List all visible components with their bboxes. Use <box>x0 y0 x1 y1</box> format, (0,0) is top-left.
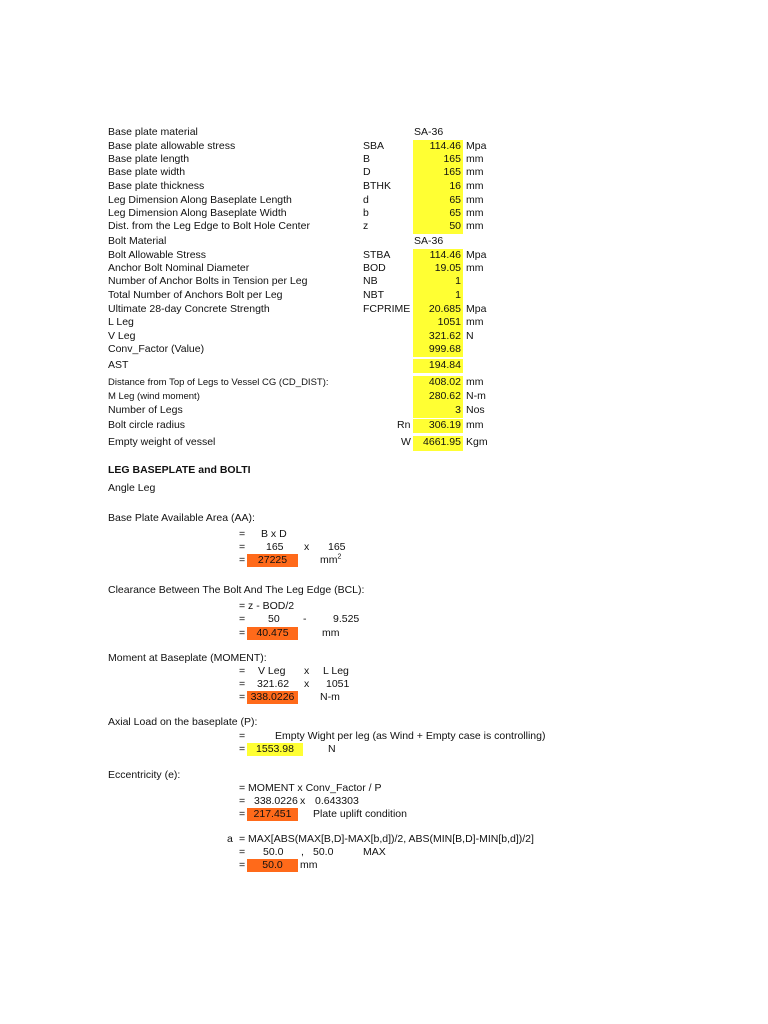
property-label: Anchor Bolt Nominal Diameter <box>108 262 250 274</box>
property-label: Base plate width <box>108 166 186 178</box>
property-label: Distance from Top of Legs to Vessel CG (CD_DIST): <box>108 377 329 388</box>
property-label: Base plate allowable stress <box>108 140 236 152</box>
property-value: 1051 <box>437 316 461 328</box>
operand-a: 50 <box>268 613 280 625</box>
property-label: Conv_Factor (Value) <box>108 343 205 355</box>
property-unit: mm <box>466 166 484 178</box>
property-unit: mm <box>466 180 484 192</box>
result-unit: mm <box>300 859 318 871</box>
property-value: 165 <box>443 153 461 165</box>
variable-label: a <box>227 833 233 845</box>
property-unit: mm <box>466 262 484 274</box>
property-symbol: Rn <box>397 419 411 431</box>
property-value: 16 <box>449 180 461 192</box>
property-label: L Leg <box>108 316 134 328</box>
property-symbol: BTHK <box>363 180 392 192</box>
property-symbol: NB <box>363 275 378 287</box>
property-label: Bolt Material <box>108 235 167 247</box>
eq-sign: = <box>239 528 246 540</box>
property-symbol: z <box>363 220 369 232</box>
property-symbol: D <box>363 166 371 178</box>
property-symbol: STBA <box>363 249 391 261</box>
result-value: 217.451 <box>253 808 292 820</box>
result-unit: $mm^2$ <box>320 553 342 566</box>
property-label: M Leg (wind moment) <box>108 391 200 402</box>
eq-sign: = <box>239 665 246 677</box>
property-symbol: FCPRIME <box>363 303 411 315</box>
eq-sign: = <box>239 730 246 742</box>
property-value: 306.19 <box>428 419 461 431</box>
property-value: 20.685 <box>428 303 461 315</box>
operator: x <box>304 541 310 553</box>
property-symbol: d <box>363 194 369 206</box>
operator: x <box>300 795 306 807</box>
property-value: SA-36 <box>414 235 444 247</box>
property-symbol: BOD <box>363 262 386 274</box>
property-symbol: SBA <box>363 140 385 152</box>
property-value: 4661.95 <box>423 436 461 448</box>
formula: = MOMENT x Conv_Factor / P <box>239 782 382 794</box>
eq-sign: = <box>239 859 246 871</box>
formula-a: V Leg <box>258 665 286 677</box>
property-label: Leg Dimension Along Baseplate Length <box>108 194 292 206</box>
calc-title: Clearance Between The Bolt And The Leg Edge (BCL): <box>108 584 365 596</box>
property-value: 321.62 <box>428 330 461 342</box>
property-label: AST <box>108 359 129 371</box>
operand-a: 165 <box>266 541 284 553</box>
property-unit: Mpa <box>466 249 487 261</box>
calc-title: Moment at Baseplate (MOMENT): <box>108 652 267 664</box>
property-value: 19.05 <box>434 262 461 274</box>
result-value: 27225 <box>257 554 288 566</box>
property-value: 1 <box>455 289 461 301</box>
property-value: 114.46 <box>429 140 461 152</box>
operand-b: 0.643303 <box>315 795 359 807</box>
property-value: 1 <box>455 275 461 287</box>
property-label: Base plate material <box>108 126 198 138</box>
eq-sign: = <box>239 541 246 553</box>
formula: = z - BOD/2 <box>239 600 295 612</box>
operand-a: 50.0 <box>263 846 284 858</box>
property-unit: mm <box>466 220 484 232</box>
property-value: 3 <box>455 404 461 416</box>
separator: , <box>301 846 304 858</box>
property-value: 50 <box>449 220 461 232</box>
eq-sign: = <box>239 743 246 755</box>
property-unit: mm <box>466 207 484 219</box>
result-value: 338.0226 <box>250 691 295 703</box>
property-unit: Mpa <box>466 303 487 315</box>
eq-sign: = <box>239 554 246 566</box>
calc-title: Axial Load on the baseplate (P): <box>108 716 258 728</box>
eq-sign: = <box>239 808 246 820</box>
property-unit: Kgm <box>466 436 488 448</box>
property-label: Total Number of Anchors Bolt per Leg <box>108 289 283 301</box>
property-label: Leg Dimension Along Baseplate Width <box>108 207 287 219</box>
property-symbol: b <box>363 207 369 219</box>
property-symbol: B <box>363 153 371 165</box>
eq-sign: = <box>239 678 246 690</box>
property-label: Base plate thickness <box>108 180 205 192</box>
eq-sign: = <box>239 691 246 703</box>
result-unit: N-m <box>320 691 340 703</box>
result-unit: mm <box>322 627 340 639</box>
property-label: Bolt Allowable Stress <box>108 249 207 261</box>
property-label: Ultimate 28-day Concrete Strength <box>108 303 270 315</box>
property-value: 280.62 <box>428 390 461 402</box>
property-label: Number of Legs <box>108 404 183 416</box>
operand-b: 50.0 <box>313 846 334 858</box>
property-label: Empty weight of vessel <box>108 436 216 448</box>
property-unit: N <box>466 330 474 342</box>
property-value: 114.46 <box>429 249 461 261</box>
property-unit: mm <box>466 376 484 388</box>
property-unit: Mpa <box>466 140 487 152</box>
property-label: Dist. from the Leg Edge to Bolt Hole Center <box>108 220 310 232</box>
formula-b: L Leg <box>323 665 349 677</box>
formula-op: x <box>304 665 310 677</box>
calc-title: Base Plate Available Area (AA): <box>108 512 255 524</box>
function-name: MAX <box>363 846 386 858</box>
operand-a: 321.62 <box>257 678 290 690</box>
property-value: 65 <box>449 194 461 206</box>
property-unit: mm <box>466 153 484 165</box>
property-label: Number of Anchor Bolts in Tension per Leg <box>108 275 308 287</box>
eq-sign: = <box>239 627 246 639</box>
result-value: 50.0 <box>262 859 283 871</box>
section-subtitle: Angle Leg <box>108 482 156 494</box>
property-unit: mm <box>466 316 484 328</box>
result-note: Plate uplift condition <box>313 808 407 820</box>
property-value: 408.02 <box>428 376 461 388</box>
result-unit: N <box>328 743 336 755</box>
formula: B x D <box>261 528 287 540</box>
section-title: LEG BASEPLATE and BOLTI <box>108 464 251 476</box>
operand-b: 165 <box>328 541 346 553</box>
property-label: Bolt circle radius <box>108 419 186 431</box>
result-value: 1553.98 <box>256 743 294 755</box>
property-value: 165 <box>443 166 461 178</box>
eq-sign: = <box>239 846 246 858</box>
property-label: V Leg <box>108 330 136 342</box>
property-value: 194.84 <box>428 359 461 371</box>
property-unit: mm <box>466 419 484 431</box>
formula: = MAX[ABS(MAX[B,D]-MAX[b,d])/2, ABS(MIN[B,D]-MIN[b,d])/2] <box>239 833 534 845</box>
calc-title: Eccentricity (e): <box>108 769 181 781</box>
property-value: SA-36 <box>414 126 444 138</box>
operand-b: 9.525 <box>333 613 360 625</box>
result-value: 40.475 <box>256 627 289 639</box>
property-label: Base plate length <box>108 153 190 165</box>
property-value: 65 <box>449 207 461 219</box>
operand-b: 1051 <box>326 678 350 690</box>
property-unit: mm <box>466 194 484 206</box>
operator: - <box>303 613 307 625</box>
property-unit: Nos <box>466 404 485 416</box>
formula: Empty Wight per leg (as Wind + Empty case is controlling) <box>275 730 546 742</box>
eq-sign: = <box>239 795 246 807</box>
operand-a: 338.0226 <box>254 795 298 807</box>
property-unit: N-m <box>466 390 486 402</box>
operator: x <box>304 678 310 690</box>
property-value: 999.68 <box>428 343 461 355</box>
eq-sign: = <box>239 613 246 625</box>
property-symbol: W <box>401 436 411 448</box>
property-symbol: NBT <box>363 289 384 301</box>
